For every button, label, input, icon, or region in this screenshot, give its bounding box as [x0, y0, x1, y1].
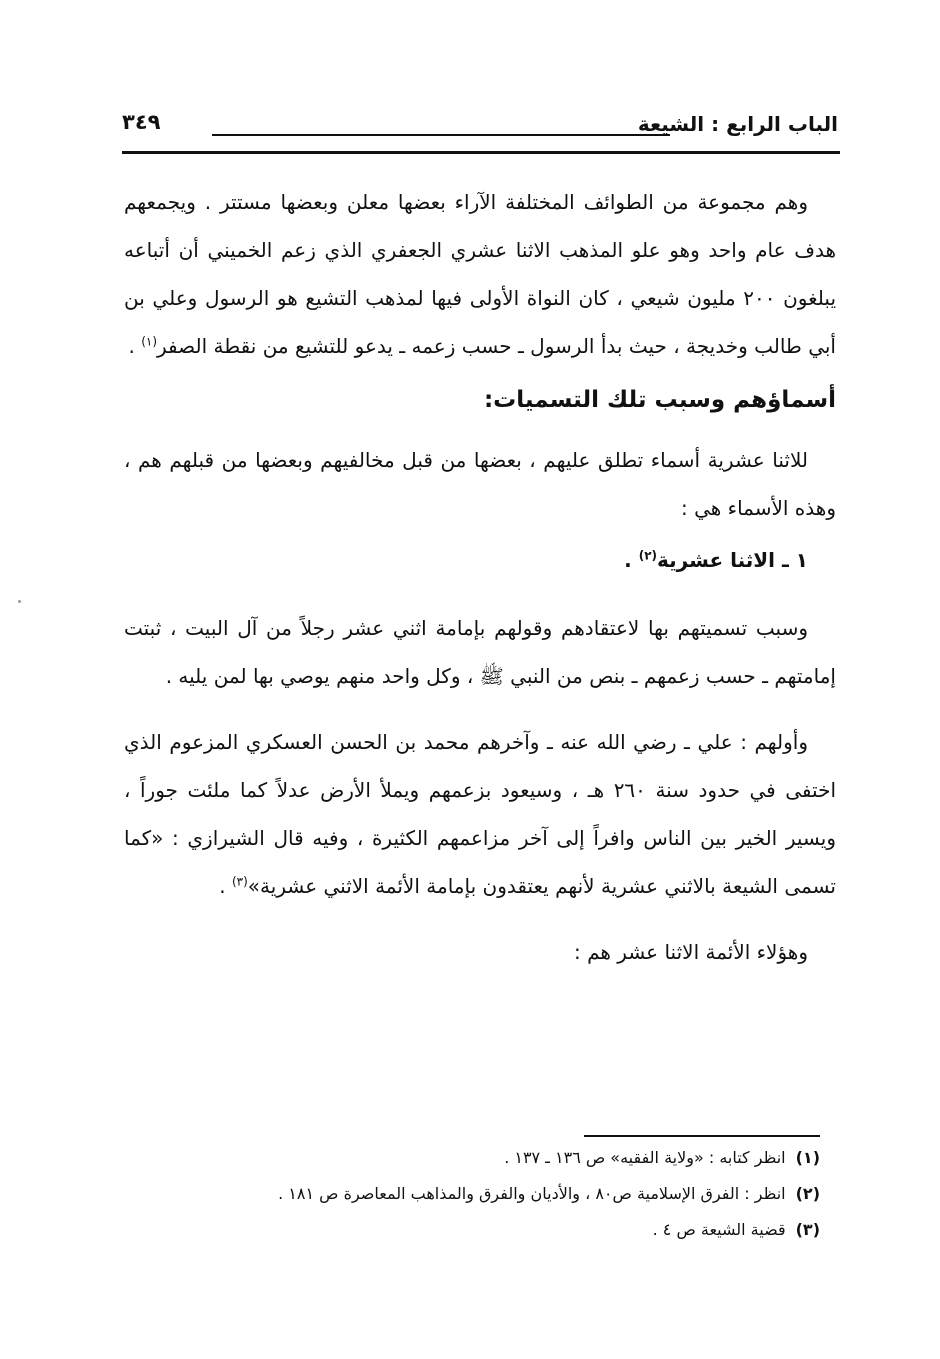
footnotes — [120, 1140, 820, 1248]
footnote-1 — [120, 1140, 820, 1176]
intro-end: . — [128, 334, 142, 358]
imams-text: وأولهم : علي ـ رضي الله عنه ـ وآخرهم محمد بن الحسن العسكري المزعوم الذي اختفى في حدود سنة ٢٦٠ هـ ، وسيعود بزعمهم ويملأ الأرض عدلاً كما ملئت جوراً ، ويسير الخير بين الناس وافراً إلى آخر مزاعمهم الكثيرة ، وفيه قال الشيرازي : «كما تسمى الشيعة بالاثني عشرية لأنهم يعتقدون بإمامة الأئمة الاثني عشرية» — [124, 730, 836, 898]
list-item-1-end: . — [624, 548, 639, 572]
footnote-text: قضية الشيعة ص ٤ . — [652, 1220, 786, 1239]
intro-paragraph — [124, 178, 836, 370]
list-item-1 — [124, 534, 836, 586]
closing-line: وهؤلاء الأئمة الاثنا عشر هم : — [573, 940, 808, 964]
imams-end: . — [219, 874, 232, 898]
footnote-text: انظر : الفرق الإسلامية ص٨٠ ، والأديان والفرق والمذاهب المعاصرة ص ١٨١ . — [278, 1184, 786, 1203]
reason-paragraph: وسبب تسميتهم بها لاعتقادهم وقولهم بإمامة اثني عشر رجلاً من آل البيت ، ثبتت إمامتهم ـ حسب زعمهم ـ بنص من النبي ﷺ ، وكل واحد منهم يوصي بها لمن يليه . — [124, 616, 836, 688]
footnote-text: انظر كتابه : «ولاية الفقيه» ص ١٣٦ ـ ١٣٧ . — [504, 1148, 786, 1167]
header-rule — [212, 134, 670, 136]
intro-text: وهم مجموعة من الطوائف المختلفة الآراء بعضها معلن وبعضها مستتر . ويجمعهم هدف عام واحد وهو علو المذهب الاثنا عشري الجعفري الذي زعم الخميني أن أتباعه يبلغون ٢٠٠ مليون شيعي ، كان النواة الأولى فيها لمذهب التشيع هو الرسول وعلي بن أبي طالب وخديجة ، حيث بدأ الرسول ـ حسب زعمه ـ يدعو للتشيع من نقطة الصفر — [124, 190, 837, 358]
chapter-title: الباب الرابع : الشيعة — [637, 112, 838, 136]
footnote-ref-1[interactable]: (١) — [141, 334, 158, 349]
footnote-number: (٢) — [795, 1184, 820, 1203]
footnote-number: (١) — [795, 1148, 820, 1167]
imams-paragraph — [124, 718, 836, 910]
running-header — [122, 108, 838, 148]
list-item-1-label: ١ ـ الاثنا عشرية — [657, 548, 808, 572]
section-heading: أسماؤهم وسبب تلك التسميات: — [483, 387, 836, 413]
footnote-number: (٣) — [795, 1220, 820, 1239]
page-number: ٣٤٩ — [122, 110, 161, 134]
footnote-divider — [584, 1135, 820, 1137]
names-paragraph: للاثنا عشرية أسماء تطلق عليهم ، بعضها من قبل مخالفيهم وبعضها من قبلهم هم ، وهذه الأسماء هي : — [124, 448, 836, 520]
main-text — [124, 178, 836, 976]
footnote-2 — [120, 1176, 820, 1212]
scan-speck — [18, 600, 21, 603]
footnote-ref-3[interactable]: (٣) — [231, 874, 248, 889]
footnote-3 — [120, 1212, 820, 1248]
footnote-ref-2[interactable]: (٢) — [638, 548, 658, 563]
header-divider — [122, 151, 840, 154]
